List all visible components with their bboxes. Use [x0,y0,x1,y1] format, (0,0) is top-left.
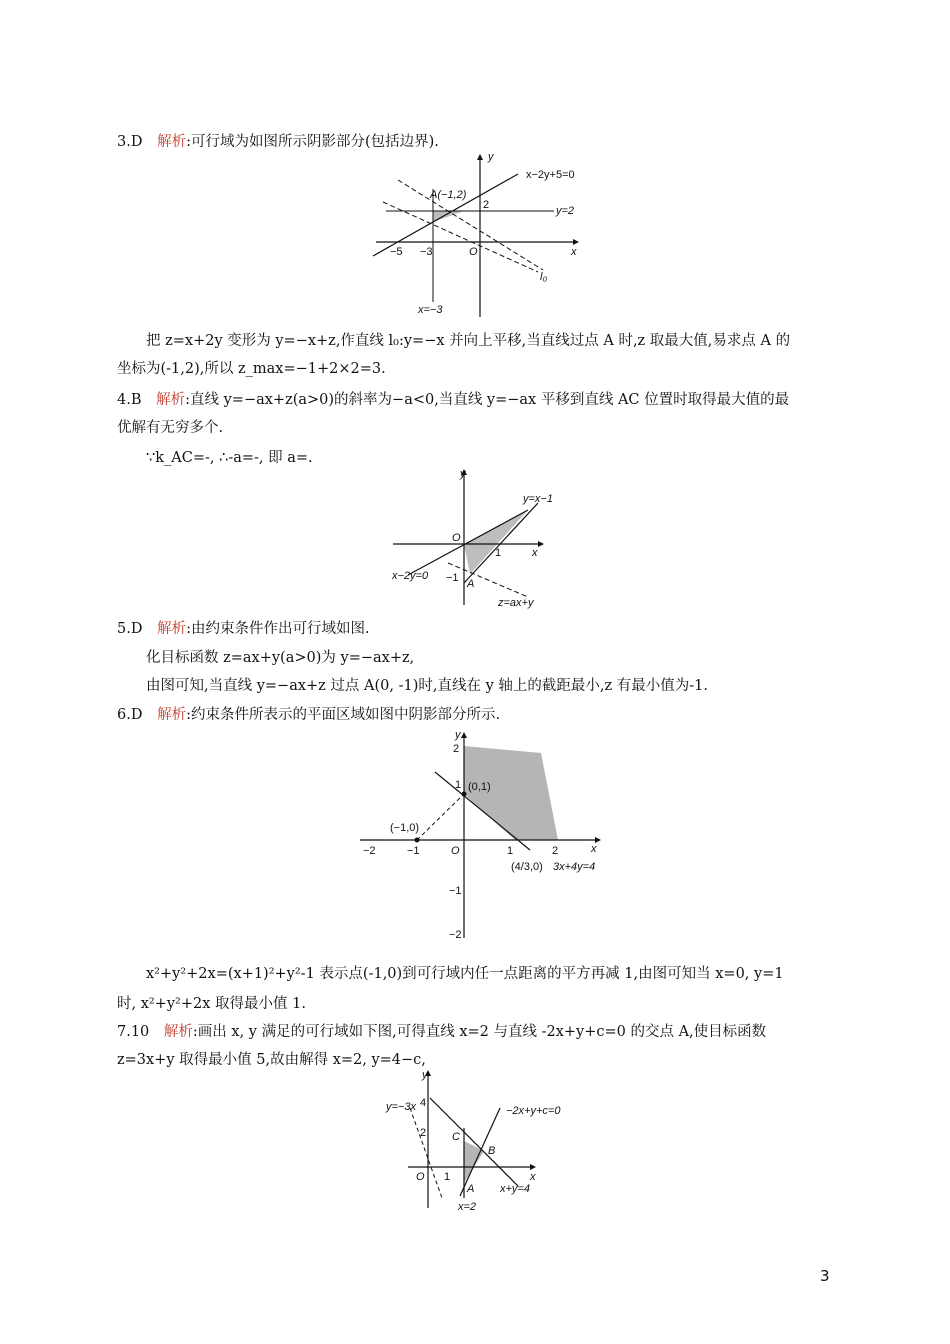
q6-tick-neg2: −2 [363,845,376,857]
q7-line4-label: x=2 [458,1201,477,1213]
q3-tick-neg3: −3 [420,246,433,258]
q4-figure [388,465,588,617]
q6-tick-yneg2: −2 [449,929,462,941]
q4-point-a-label: A [467,578,475,590]
q7-number: 7.10 [117,1024,150,1040]
q4-heading-text: :直线 y=−ax+z(a>0)的斜率为−a<0,当直线 y=−ax 平移到直线 AC 位置时取得最大值的最 [185,392,790,408]
q3-y-axis-label: y [488,152,494,163]
q6-number: 6.D [117,707,143,723]
q4-analysis-label: 解析 [156,392,186,408]
q3-number: 3.D [117,134,143,150]
q5-number: 5.D [117,621,143,637]
q7-tick-4: 4 [420,1097,427,1109]
q3-point-a-label: A(−1,2) [430,189,467,201]
q7-origin-label: O [416,1171,425,1183]
q7-figure [380,1068,590,1222]
q4-origin-label: O [452,532,461,544]
q3-l0-label: l₀ [540,271,548,283]
q7-line2-label: −2x+y+c=0 [506,1105,561,1117]
q4-line2-label: x−2y=0 [392,570,429,582]
q3-x-axis-label: x [571,246,577,258]
q6-y-axis-label: y [455,729,461,741]
q4-x-axis-label: x [532,547,538,559]
q4-line1-label: y=x−1 [523,493,553,505]
page-number: 3 [820,1267,830,1285]
q6-heading [117,705,500,725]
q6-heading-text: :约束条件所表示的平面区域如图中阴影部分所示. [186,707,501,723]
q7-tick-1: 1 [444,1171,451,1183]
q4-line3-label: z=ax+y [498,597,534,609]
q4-paragraph-2: ∵k_AC=-, ∴-a=-, 即 a=. [146,450,313,466]
q3-analysis-label: 解析 [157,134,187,150]
q7-y-axis-label: y [422,1069,428,1081]
q3-tick-neg5: −5 [390,246,403,258]
q3-line-label: x−2y+5=0 [526,169,575,181]
q3-tick-2: 2 [483,199,490,211]
q6-origin-label: O [451,845,460,857]
q4-number: 4.B [117,392,142,408]
q4-y-axis-label: y [460,468,466,480]
q7-x-axis-label: x [530,1171,536,1183]
q6-tick-x2: 2 [552,845,559,857]
q6-figure [355,728,615,952]
q3-paragraph-2: 坐标为(-1,2),所以 z_max=−1+2×2=3. [117,361,386,377]
q7-line3-label: x+y=4 [500,1183,530,1195]
q3-y2-label: y=2 [556,205,575,217]
q7-paragraph-1: z=3x+y 取得最小值 5,故由解得 x=2, y=4−c, [117,1052,426,1068]
q6-tick-yneg1: −1 [449,885,462,897]
q3-origin-label: O [469,246,478,258]
q6-x-axis-label: x [591,843,597,855]
q5-paragraph-1: 化目标函数 z=ax+y(a>0)为 y=−ax+z, [146,650,415,666]
q6-line-label: 3x+4y=4 [553,861,596,873]
q5-paragraph-2: 由图可知,当直线 y=−ax+z 过点 A(0, -1)时,直线在 y 轴上的截距最小,z 有最小值为-1. [146,678,709,694]
q5-heading [117,619,370,639]
q4-heading [117,390,789,410]
q4-tick-1: 1 [495,547,502,559]
q4-tick-neg1: −1 [446,572,459,584]
q5-heading-text: :由约束条件作出可行域如图. [186,621,370,637]
q6-paragraph-1: x²+y²+2x=(x+1)²+y²-1 表示点(-1,0)到可行域内任一点距离的平方再减 1,由图可知当 x=0, y=1 [146,966,784,982]
q6-tick-neg1: −1 [407,845,420,857]
q3-xeq-label: x=−3 [418,304,443,316]
q6-tick-x1: 1 [507,845,514,857]
q4-paragraph-1: 优解有无穷多个. [117,420,224,436]
q3-paragraph-1: 把 z=x+2y 变形为 y=−x+z,作直线 l₀:y=−x 并向上平移,当直线过点 A 时,z 取最大值,易求点 A 的 [146,333,791,349]
q7-point-b-label: B [488,1145,496,1157]
q6-tick-y1: 1 [455,779,462,791]
q5-analysis-label: 解析 [157,621,187,637]
q7-analysis-label: 解析 [163,1024,193,1040]
q7-line1-label: y=−3x [386,1101,416,1113]
q6-point-01-label: (0,1) [468,781,491,793]
q3-heading-text: :可行域为如图所示阴影部分(包括边界). [186,134,439,150]
q3-heading [117,132,439,152]
q3-figure [368,152,588,326]
q7-point-c-label: C [452,1131,460,1143]
q7-point-a-label: A [467,1183,475,1195]
q6-analysis-label: 解析 [157,707,187,723]
q7-tick-2: 2 [420,1127,427,1139]
q7-heading-text: :画出 x, y 满足的可行域如下图,可得直线 x=2 与直线 -2x+y+c=0 的交点 A,使目标函数 [192,1024,767,1040]
q6-point-430-label: (4/3,0) [511,861,543,873]
q6-tick-y2: 2 [453,743,460,755]
q6-paragraph-2: 时, x²+y²+2x 取得最小值 1. [117,996,306,1012]
q6-point-m10-label: (−1,0) [390,822,420,834]
q7-heading [117,1022,766,1042]
